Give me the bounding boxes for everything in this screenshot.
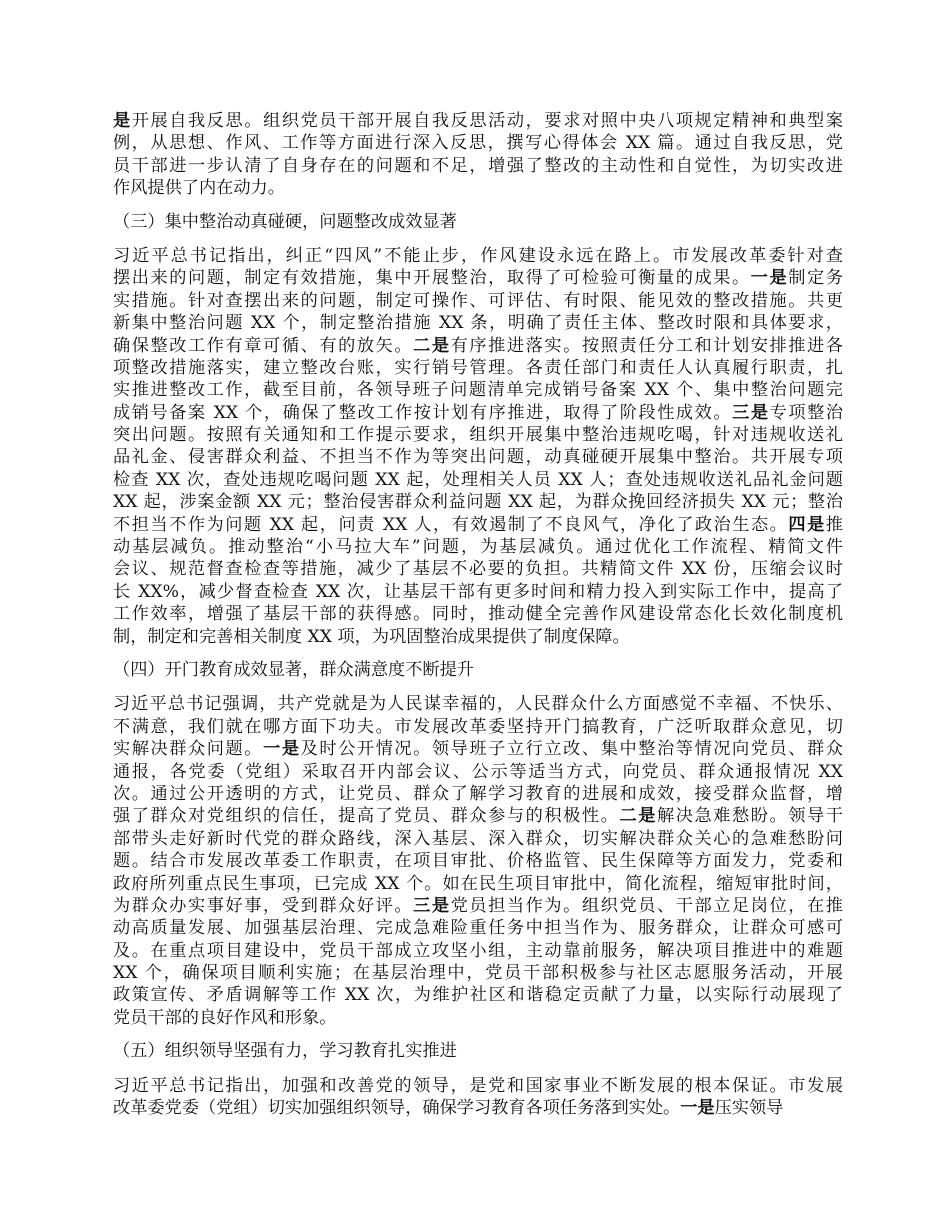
- paragraph: [113, 693, 843, 1029]
- text-line: [113, 873, 843, 895]
- text-line: [113, 110, 843, 132]
- text-line: [113, 850, 843, 872]
- text-run: 及时公开情况。领导班子立行立改、集中整治等情况向党员、群众: [300, 739, 843, 760]
- paragraph: [113, 110, 843, 200]
- text-run: 新集中整治问题 XX 个，制定整治措施 XX 条，明确了责任主体、整改时限和具体要求，: [113, 313, 843, 334]
- text-line: [113, 626, 843, 648]
- text-run: 政府所列重点民生事项，已完成 XX 个。如在民生项目审批中，简化流程，缩短审批时间，: [113, 873, 843, 894]
- text-run: 作风提供了内在动力。: [113, 178, 285, 199]
- text-run: 项整改措施落实，建立整改台账，实行销号管理。各责任部门和责任人认真履行职责，扎: [113, 357, 843, 378]
- text-run: 工作效率，增强了基层干部的获得感。同时，推动健全完善作风建设常态化长效化制度机: [113, 604, 843, 625]
- text-run: 部带头走好新时代党的群众路线，深入基层、深入群众，切实解决群众关心的急难愁盼问: [113, 828, 843, 849]
- text-run: 强了群众对党组织的信任，提高了党员、群众参与的积极性。: [113, 806, 620, 827]
- text-line: [113, 783, 843, 805]
- text-run: 习近平总书记指出，纠正“四风”不能止步，作风建设永远在路上。市发展改革委针对查: [113, 245, 843, 266]
- text-line: [113, 716, 843, 738]
- paragraph: [113, 245, 843, 648]
- text-run: 突出问题。按照有关通知和工作提示要求，组织开展集中整治违规吃喝，针对违规收送礼: [113, 425, 843, 446]
- text-run: 推: [825, 514, 843, 535]
- text-line: [113, 828, 843, 850]
- text-run: 不满意，我们就在哪方面下功夫。市发展改革委坚持开门搞教育，广泛听取群众意见，切: [113, 716, 843, 737]
- text-line: [113, 357, 843, 379]
- text-run: 实措施。针对查摆出来的问题，制定可操作、可评估、有时限、能见效的整改措施。共更: [113, 290, 843, 311]
- text-line: [113, 312, 843, 334]
- text-line: [113, 469, 843, 491]
- text-run: 党员担当作为。组织党员、干部立足岗位，在推: [450, 895, 843, 916]
- text-line: [113, 603, 843, 625]
- text-run: 为群众办实事好事，受到群众好评。: [113, 895, 414, 916]
- text-line: [113, 132, 843, 154]
- text-run: 专项整治: [769, 402, 843, 423]
- text-line: [113, 581, 843, 603]
- text-run: 题。结合市发展改革委工作职责，在项目审批、价格监管、民生保障等方面发力，党委和: [113, 851, 843, 872]
- text-run: 例，从思想、作风、工作等方面进行深入反思，撰写心得体会 XX 篇。通过自我反思，党: [113, 133, 843, 154]
- text-run: 有序推进落实。按照责任分工和计划安排推进各: [450, 335, 843, 356]
- text-line: [113, 402, 843, 424]
- emphasis-marker: 三是: [732, 402, 770, 423]
- text-line: [113, 379, 843, 401]
- text-run: 实解决群众问题。: [113, 739, 264, 760]
- emphasis-marker: 二是: [619, 806, 657, 827]
- text-line: [113, 917, 843, 939]
- text-line: [113, 155, 843, 177]
- text-line: [113, 335, 843, 357]
- text-run: 及。在重点项目建设中，党员干部成立攻坚小组，主动靠前服务，解决项目推进中的难题: [113, 940, 843, 961]
- text-run: 检查 XX 次，查处违规吃喝问题 XX 起，处理相关人员 XX 人；查处违规收送礼品礼金问题: [113, 469, 843, 490]
- text-run: 长 XX%，减少督查检查 XX 次，让基层干部有更多时间和精力投入到实际工作中，提高了: [113, 581, 843, 602]
- text-run: 习近平总书记指出，加强和改善党的领导，是党和国家事业不断发展的根本保证。市发展: [113, 1075, 843, 1096]
- emphasis-marker: 一是: [680, 1098, 715, 1119]
- text-run: 员干部进一步认清了自身存在的问题和不足，增强了整改的主动性和自觉性，为切实改进: [113, 155, 843, 176]
- text-line: [113, 962, 843, 984]
- text-run: 压实领导: [714, 1098, 784, 1119]
- text-line: [113, 267, 843, 289]
- section-heading: （五）组织领导坚强有力，学习教育扎实推进: [113, 1041, 457, 1062]
- text-line: [113, 761, 843, 783]
- text-run: 制，制定和完善相关制度 XX 项，为巩固整治成果提供了制度保障。: [113, 626, 630, 647]
- emphasis-marker: 二是: [413, 335, 451, 356]
- text-run: 次。通过公开透明的方式，让党员、群众了解学习教育的进展和成效，接受群众监督，增: [113, 783, 843, 804]
- text-run: 品礼金、侵害群众利益、不担当不作为等突出问题，动真碰硬开展集中整治。共开展专项: [113, 447, 843, 468]
- text-line: [113, 558, 843, 580]
- text-run: 动高质量发展、加强基层治理、完成急难险重任务中担当作为、服务群众，让群众可感可: [113, 918, 843, 939]
- text-line: [113, 693, 843, 715]
- section-heading: （四）开门教育成效显著，群众满意度不断提升: [113, 659, 474, 680]
- text-run: 确保整改工作有章可循、有的放矢。: [113, 335, 414, 356]
- text-run: 习近平总书记强调，共产党就是为人民谋幸福的，人民群众什么方面感觉不幸福、不快乐、: [113, 694, 843, 715]
- text-run: XX 起，涉案金额 XX 元；整治侵害群众利益问题 XX 起，为群众挽回经济损失 XX 元；整治: [113, 492, 843, 513]
- text-run: 政策宣传、矛盾调解等工作 XX 次，为维护社区和谐稳定贡献了力量，以实际行动展现了: [113, 985, 843, 1006]
- emphasis-marker: 一是: [750, 268, 789, 289]
- text-run: 成销号备案 XX 个，确保了整改工作按计划有序推进，取得了阶段性成效。: [113, 402, 733, 423]
- section-heading: （三）集中整治动真碰硬，问题整改成效显著: [113, 211, 457, 232]
- text-run: 党员干部的良好作风和形象。: [113, 1007, 337, 1028]
- text-line: [113, 446, 843, 468]
- document-page: [113, 110, 843, 1119]
- text-line: [113, 536, 843, 558]
- text-line: [113, 940, 843, 962]
- text-line: [113, 424, 843, 446]
- text-run: 不担当不作为问题 XX 起，问责 XX 人，有效遏制了不良风气，净化了政治生态。: [113, 514, 789, 535]
- text-line: [113, 1075, 843, 1097]
- emphasis-marker: 是: [113, 111, 132, 131]
- text-line: [113, 984, 843, 1006]
- emphasis-marker: 一是: [263, 739, 301, 760]
- text-run: 实推进整改工作，截至目前，各领导班子问题清单完成销号备案 XX 个、集中整治问题完: [113, 380, 843, 401]
- text-run: 改革委党委（党组）切实加强组织领导，确保学习教育各项任务落到实处。: [113, 1098, 681, 1119]
- text-line: [113, 895, 843, 917]
- text-line: [113, 738, 843, 760]
- text-line: [113, 177, 843, 199]
- text-line: [113, 491, 843, 513]
- text-line: [113, 245, 843, 267]
- paragraph: [113, 1075, 843, 1120]
- text-line: [113, 805, 843, 827]
- emphasis-marker: 四是: [788, 514, 826, 535]
- text-run: 摆出来的问题，制定有效措施，集中开展整治，取得了可检验可衡量的成果。: [113, 268, 751, 289]
- text-run: 制定务: [788, 268, 843, 289]
- text-line: [113, 290, 843, 312]
- text-run: 动基层减负。推动整治“小马拉大车”问题，为基层减负。通过优化工作流程、精简文件: [113, 537, 843, 558]
- text-line: [113, 1097, 843, 1119]
- text-run: 解决急难愁盼。领导干: [656, 806, 843, 827]
- text-run: XX 个，确保项目顺利实施；在基层治理中，党员干部积极参与社区志愿服务活动，开展: [113, 963, 843, 984]
- text-run: 开展自我反思。组织党员干部开展自我反思活动，要求对照中央八项规定精神和典型案: [131, 111, 843, 131]
- text-run: 通报，各党委（党组）采取召开内部会议、公示等适当方式，向党员、群众通报情况 XX: [113, 761, 843, 782]
- text-run: 会议、规范督查检查等措施，减少了基层不必要的负担。共精简文件 XX 份，压缩会议时: [113, 559, 843, 580]
- text-line: [113, 514, 843, 536]
- text-line: [113, 1007, 843, 1029]
- emphasis-marker: 三是: [413, 895, 451, 916]
